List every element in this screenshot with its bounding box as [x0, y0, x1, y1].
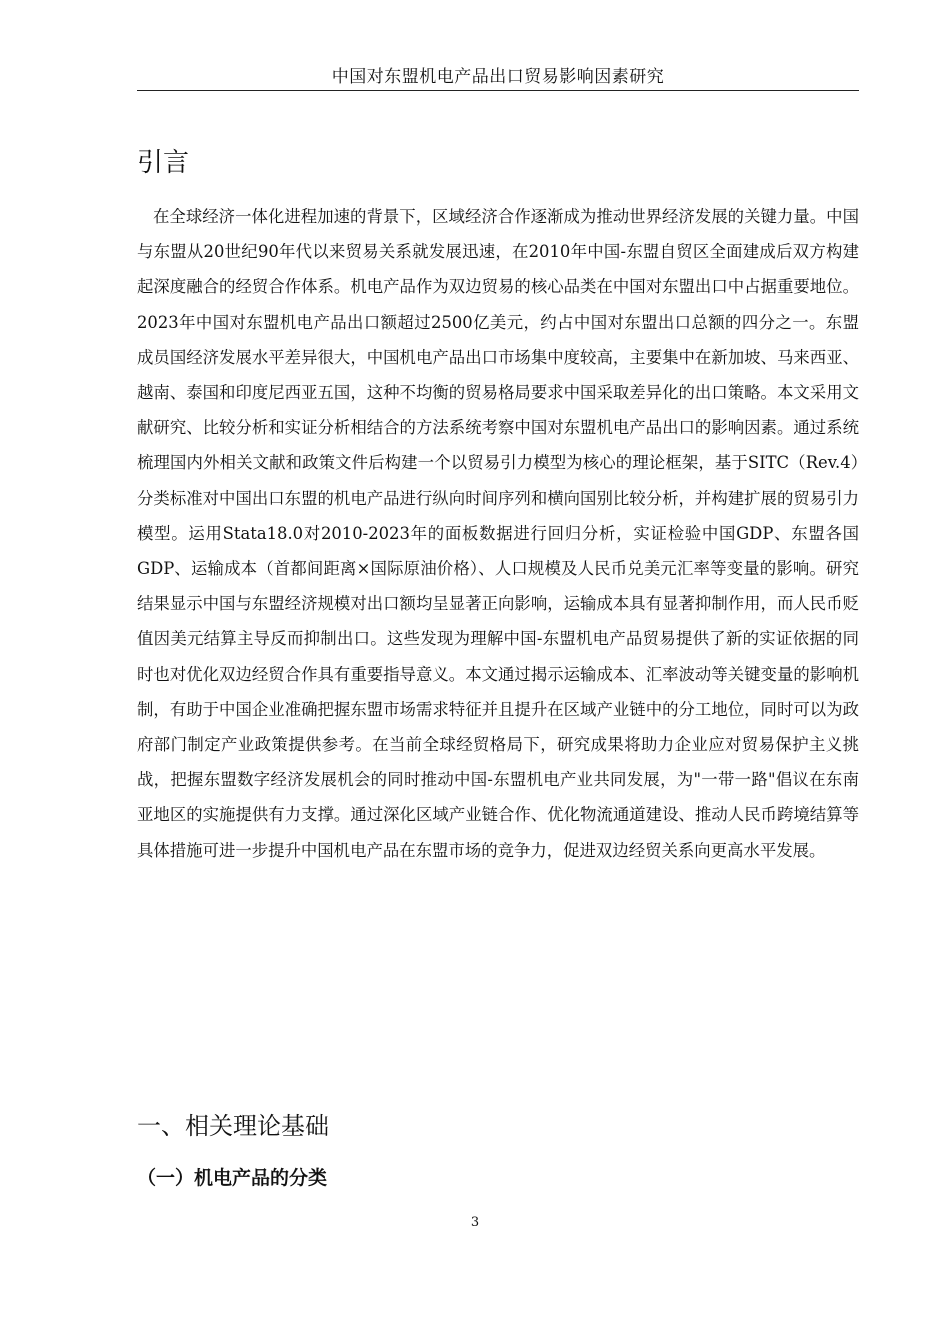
- section-title-introduction: 引言: [137, 148, 190, 178]
- page-header: [137, 64, 859, 91]
- page-header-title: 中国对东盟机电产品出口贸易影响因素研究: [331, 67, 665, 87]
- introduction-paragraph: 在全球经济一体化进程加速的背景下，区域经济合作逐渐成为推动世界经济发展的关键力量。中国与东盟从20世纪90年代以来贸易关系就发展迅速，在2010年中国-东盟自贸区全面建成后双方构建起深度融合的经贸合作体系。机电产品作为双边贸易的核心品类在中国对东盟出口中占据重要地位。2023年中国对东盟机电产品出口额超过2500亿美元，约占中国对东盟出口总额的四分之一。东盟成员国经济发展水平差异很大，中国机电产品出口市场集中度较高，主要集中在新加坡、马来西亚、越南、泰国和印度尼西亚五国，这种不均衡的贸易格局要求中国采取差异化的出口策略。本文采用文献研究、比较分析和实证分析相结合的方法系统考察中国对东盟机电产品出口的影响因素。通过系统梳理国内外相关文献和政策文件后构建一个以贸易引力模型为核心的理论框架，基于SITC（Rev.4）分类标准对中国出口东盟的机电产品进行纵向时间序列和横向国别比较分析，并构建扩展的贸易引力模型。运用Stata18.0对2010-2023年的面板数据进行回归分析，实证检验中国GDP、东盟各国GDP、运输成本（首都间距离×国际原油价格）、人口规模及人民币兑美元汇率等变量的影响。研究结果显示中国与东盟经济规模对出口额均呈显著正向影响，运输成本具有显著抑制作用，而人民币贬值因美元结算主导反而抑制出口。这些发现为理解中国-东盟机电产品贸易提供了新的实证依据的同时也对优化双边经贸合作具有重要指导意义。本文通过揭示运输成本、汇率波动等关键变量的影响机制，有助于中国企业准确把握东盟市场需求特征并且提升在区域产业链中的分工地位，同时可以为政府部门制定产业政策提供参考。在当前全球经贸格局下，研究成果将助力企业应对贸易保护主义挑战，把握东盟数字经济发展机会的同时推动中国-东盟机电产业共同发展，为"一带一路"倡议在东南亚地区的实施提供有力支撑。通过深化区域产业链合作、优化物流通道建设、推动人民币跨境结算等具体措施可进一步提升中国机电产品在东盟市场的竞争力，促进双边经贸关系向更高水平发展。: [137, 207, 859, 860]
- chapter-title-theory-basis: 一、相关理论基础: [137, 1112, 329, 1140]
- subsection-title-product-classification: （一）机电产品的分类: [137, 1167, 328, 1189]
- page-number: 3: [470, 1215, 480, 1230]
